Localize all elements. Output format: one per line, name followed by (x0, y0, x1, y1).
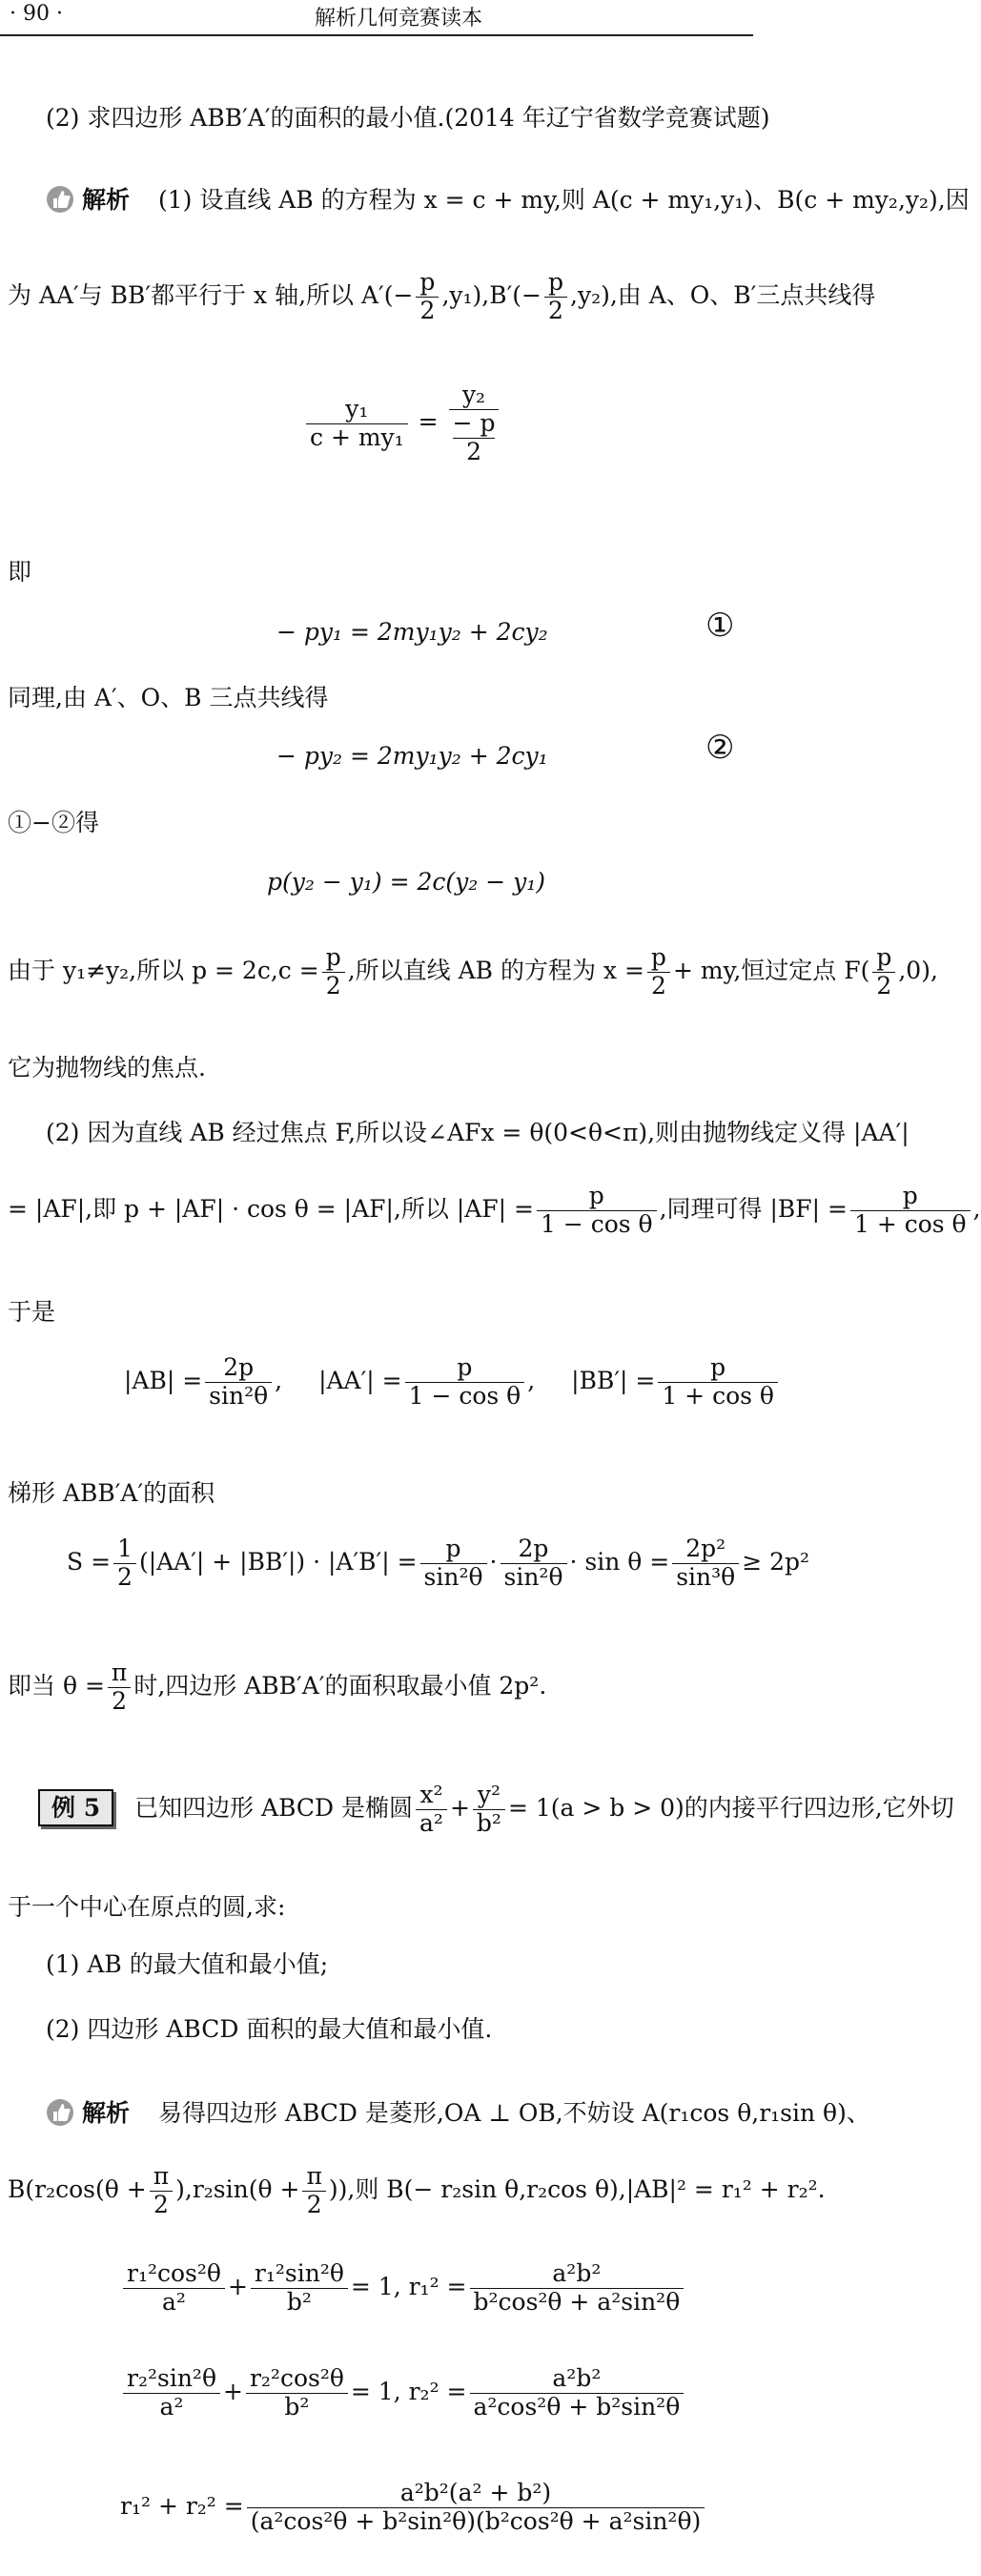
frac-den: a² (162, 2287, 186, 2316)
frac-num: p (322, 944, 345, 973)
frac-num: a²b²(a² + b²) (247, 2480, 705, 2508)
difference-text: ①−②得 (8, 809, 99, 836)
nested-frac-den: 2 (466, 437, 481, 465)
frac-num: π (108, 1659, 131, 1688)
ellipse-equation-a: $\frac{\text{r₁²cos²θ}}{\text{a²}}$ + $\frac{\text{r₁²sin²θ}}{\text{b²}}$ = 1, r₁² = $\frac{\text{a²b²}}{\text{b²cos²θ + a²sin²θ}}$ (120, 2260, 686, 2317)
text-segment: ,所以直线 AB 的方程为 x = (347, 956, 644, 984)
frac-den: 1 − cos θ (408, 1381, 521, 1410)
frac-den: 2 (153, 2190, 169, 2218)
equation-1-marker: ① (705, 607, 735, 645)
text-segment: · (489, 1547, 498, 1576)
text-segment: + my,恒过定点 F( (672, 956, 870, 984)
text-segment: · sin θ = (569, 1547, 670, 1576)
frac-num: a²b² (470, 2365, 685, 2394)
frac-num: y² (473, 1782, 505, 1810)
jiexi-label: 解析 (82, 2099, 131, 2127)
since-line (8, 944, 938, 1000)
book-title: 解析几何竞赛读本 (315, 7, 483, 31)
thumbs-up-icon (46, 185, 74, 219)
frac-den: 2 (419, 296, 436, 324)
frac-num: y₁ (306, 396, 408, 424)
frac-den: b² (476, 1808, 501, 1837)
text-segment: 即当 θ = (8, 1671, 105, 1700)
sol5-line2 (8, 2163, 826, 2219)
frac-num: p (405, 1354, 525, 1383)
jiexi-label: 解析 (82, 186, 131, 214)
example-5-badge: 例 5 (38, 1789, 113, 1826)
text-segment: ,0), (898, 956, 938, 984)
frac-den: 1 − cos θ (540, 1209, 653, 1238)
text-segment: )),则 B(− r₂sin θ,r₂cos θ),|AB|² = r₁² + r₂². (328, 2174, 826, 2203)
text-segment: 由于 y₁≠y₂,所以 p = 2c,c = (8, 956, 319, 984)
yushi-text: 于是 (8, 1298, 56, 1326)
when-line (8, 1659, 546, 1716)
frac-den: b²cos²θ + a²sin²θ (473, 2287, 681, 2316)
frac-den: a² (159, 2392, 184, 2421)
frac-num: r₁²cos²θ (123, 2260, 225, 2289)
frac-num: p (416, 269, 439, 298)
frac-num: p (647, 944, 670, 973)
frac-num: p (537, 1183, 657, 1211)
frac-num: 2p² (672, 1535, 739, 1564)
text-segment: 已知四边形 ABCD 是椭圆 (134, 1793, 414, 1822)
part2-question: (2) 求四边形 ABB′A′的面积的最小值.(2014 年辽宁省数学竞赛试题) (46, 104, 770, 132)
page-number: · 90 · (10, 2, 63, 26)
frac-num: p (850, 1183, 971, 1211)
text-segment: = |AF|,即 p + |AF| · cos θ = |AF|,所以 |AF| = (8, 1194, 534, 1223)
frac-num: p (658, 1354, 778, 1383)
frac-den: 2 (876, 971, 892, 999)
frac-den: sin²θ (423, 1562, 483, 1591)
focus-text: 它为抛物线的焦点. (8, 1054, 206, 1082)
text-segment: ),r₂sin(θ + (175, 2174, 300, 2203)
frac-den: 2 (117, 1562, 133, 1591)
frac-den: c + my₁ (310, 422, 404, 451)
thumbs-up-icon (46, 2098, 74, 2133)
sol5-intro: 易得四边形 ABCD 是菱形,OA ⊥ OB,不妨设 A(r₁cos θ,r₁sin θ)、 (157, 2099, 870, 2127)
frac-num: y₂ (449, 381, 500, 410)
frac-num: p (420, 1535, 487, 1564)
frac-den: sin²θ (503, 1562, 563, 1591)
part2-line2 (8, 1183, 981, 1239)
frac-den: 2 (650, 971, 666, 999)
collinear-equation: $\frac{\text{y₁}}{\text{c + my₁}}$ = y₂ − p 2 (303, 381, 501, 465)
solution5-heading (46, 2094, 870, 2133)
frac-num: 2p (501, 1535, 567, 1564)
frac-num: p (544, 269, 567, 298)
equation-3: p(y₂ − y₁) = 2c(y₂ − y₁) (267, 868, 546, 896)
text-segment: |AA′| = (318, 1366, 402, 1394)
frac-num: r₁²sin²θ (251, 2260, 348, 2289)
frac-den: 2 (325, 971, 341, 999)
frac-num: r₂²sin²θ (123, 2365, 220, 2394)
text-segment: = 1, r₂² = (350, 2377, 467, 2405)
nested-frac-num: − p (452, 408, 496, 437)
frac-den: 1 + cos θ (662, 1381, 774, 1410)
text-segment: ,同理可得 |BF| = (659, 1194, 848, 1223)
example-5-line1: 例 5 已知四边形 ABCD 是椭圆 $\frac{\text{x²}}{\text{a²}}$ + $\frac{\text{y²}}{\text{b²}}$ = 1(a > b > 0)的内接平行四边形,它外切 (38, 1782, 954, 1838)
equation-2: − py₂ = 2my₁y₂ + 2cy₁ (276, 742, 548, 770)
text-segment: ,y₁),B′(− (441, 280, 542, 309)
area-equation (67, 1535, 809, 1592)
frac-num: π (302, 2163, 325, 2192)
text-segment: = 1(a > b > 0)的内接平行四边形,它外切 (507, 1793, 954, 1822)
frac-num: a²b² (470, 2260, 685, 2289)
equation-1: − py₁ = 2my₁y₂ + 2cy₂ (276, 618, 548, 646)
equation-2-marker: ② (705, 729, 735, 767)
text-segment: , (972, 1194, 981, 1223)
frac-den: sin³θ (676, 1562, 736, 1591)
text-segment: 时,四边形 ABB′A′的面积取最小值 2p². (133, 1671, 547, 1700)
frac-den: b² (286, 2287, 312, 2316)
text-segment: B(r₂cos(θ + (8, 2174, 147, 2203)
frac-den: b² (284, 2392, 310, 2421)
frac-den: a² (419, 1808, 443, 1837)
trapezoid-text: 梯形 ABB′A′的面积 (8, 1479, 215, 1507)
frac-num: x² (416, 1782, 447, 1810)
frac-num: 2p (205, 1354, 272, 1383)
frac-den (449, 410, 500, 466)
frac-num: r₂²cos²θ (246, 2365, 348, 2394)
text-segment: |BB′| = (571, 1366, 656, 1394)
text-segment: r₁² + r₂² = (120, 2491, 244, 2520)
text-segment: 为 AA′与 BB′都平行于 x 轴,所以 A′(− (8, 280, 414, 309)
text-segment: |AB| = (124, 1366, 203, 1394)
part2-line1: (2) 因为直线 AB 经过焦点 F,所以设∠AFx = θ(0<θ<π),则由抛物线定义得 |AA′| (46, 1119, 909, 1146)
text-segment: = 1, r₁² = (350, 2272, 467, 2300)
header-rule (0, 34, 753, 36)
text-segment: (|AA′| + |BB′|) · |A′B′| = (138, 1547, 418, 1576)
sol1-intro: (1) 设直线 AB 的方程为 x = c + my,则 A(c + my₁,y₁)、B(c + my₂,y₂),因 (157, 186, 970, 214)
example-5-q1: (1) AB 的最大值和最小值; (46, 1950, 329, 1978)
frac-den: sin²θ (209, 1381, 269, 1410)
frac-den: 2 (112, 1686, 128, 1715)
frac-den: a²cos²θ + b²sin²θ (473, 2392, 681, 2421)
frac-den: (a²cos²θ + b²sin²θ)(b²cos²θ + a²sin²θ) (250, 2506, 702, 2535)
ellipse-equation-b: $\frac{\text{r₂²sin²θ}}{\text{a²}}$ + $\frac{\text{r₂²cos²θ}}{\text{b²}}$ = 1, r₂² = $\frac{\text{a²b²}}{\text{a²cos²θ + b²sin²θ}}$ (120, 2365, 686, 2421)
lengths-equation: |AB| = $\frac{2p}{\text{sin²θ}}$ , |AA′| = $\frac{p}{\text{1 − cos θ}}$ , |BB′| = $\frac{p}{\text{1 + cos θ}}$ (124, 1354, 781, 1411)
sol1-line2 (8, 269, 875, 325)
frac-num: π (150, 2163, 173, 2192)
frac-num: p (872, 944, 895, 973)
text-segment: S = (67, 1547, 112, 1576)
frac-den: 2 (548, 296, 563, 324)
example-5-line2: 于一个中心在原点的圆,求: (8, 1893, 286, 1921)
solution-heading (46, 181, 970, 219)
frac-den: 2 (306, 2190, 322, 2218)
text-segment: ,y₂),由 A、O、B′三点共线得 (570, 280, 876, 309)
frac-den: 1 + cos θ (853, 1209, 967, 1238)
sum-equation (120, 2480, 707, 2536)
ji-label: 即 (8, 558, 32, 586)
text-segment: ≥ 2p² (742, 1547, 810, 1576)
example-5-q2: (2) 四边形 ABCD 面积的最大值和最小值. (46, 2015, 493, 2043)
tongli-text: 同理,由 A′、O、B 三点共线得 (8, 684, 329, 711)
frac-num: 1 (113, 1535, 136, 1564)
